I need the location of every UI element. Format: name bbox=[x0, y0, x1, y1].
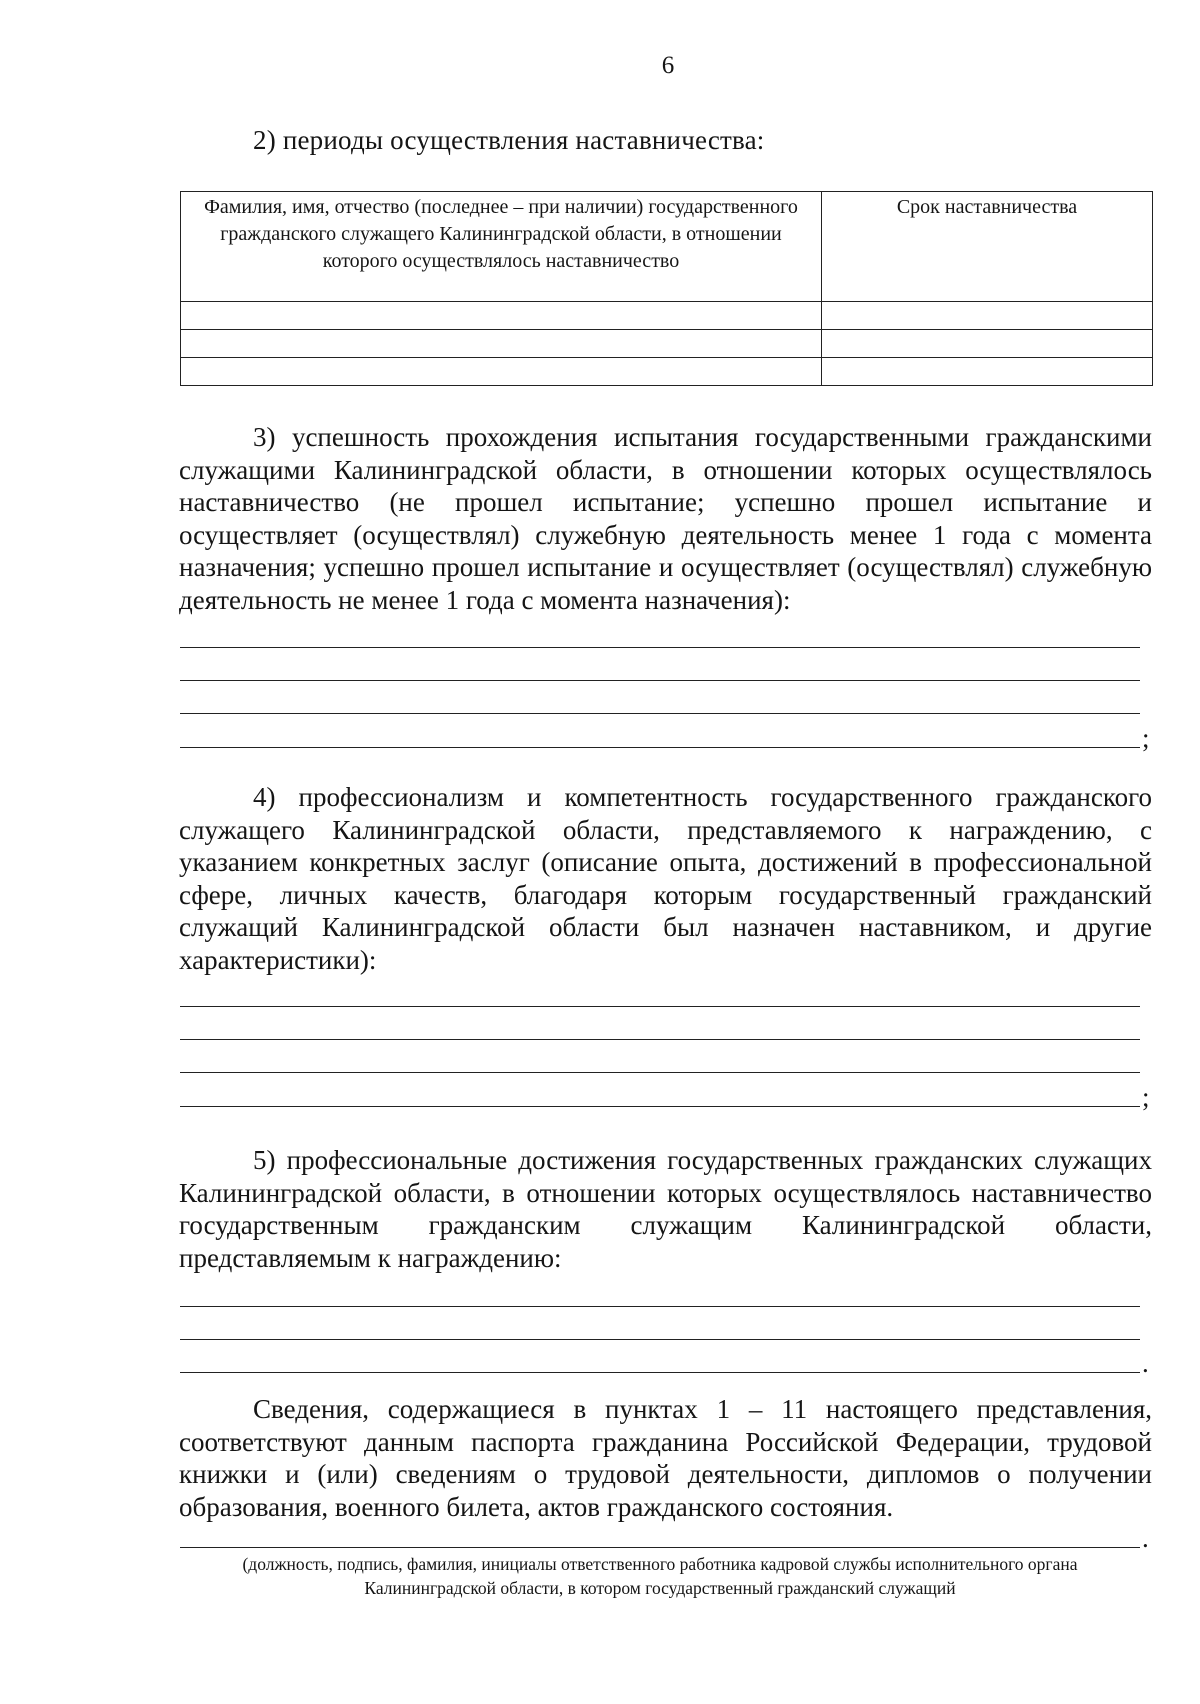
page-number: 6 bbox=[661, 52, 675, 79]
table-cell[interactable] bbox=[822, 302, 1153, 330]
end-punctuation: ; bbox=[1142, 723, 1150, 753]
table-row bbox=[181, 358, 1153, 386]
section-4-text: 4) профессионализм и компетентность государственного гражданского служащего Калининградской области, представляемого к награждению, с указанием конкретных заслуг (описание опыта, достижений в профессиональной сфере, личных качеств, благодаря которым государственный гражданский служащий Калининградской области был назначен наставником, и другие характеристики): bbox=[179, 782, 1152, 975]
table-cell[interactable] bbox=[181, 330, 822, 358]
table-cell[interactable] bbox=[181, 358, 822, 386]
answer-line[interactable] bbox=[180, 1306, 1140, 1307]
section-3-text: 3) успешность прохождения испытания государственными гражданскими служащими Калининградской области, в отношении которых осуществлялось наставничество (не прошел испытание; успешно прошел испытание и осуществляет (осуществлял) служебную деятельность менее 1 года с момента назначения; успешно прошел испытание и осуществляет (осуществлял) служебную деятельность не менее 1 года с момента назначения): bbox=[179, 422, 1152, 615]
answer-line[interactable] bbox=[180, 1106, 1140, 1107]
answer-line[interactable] bbox=[180, 1039, 1140, 1040]
signature-line[interactable] bbox=[180, 1547, 1140, 1548]
confirmation-text: Сведения, содержащиеся в пунктах 1 – 11 настоящего представления, соответствуют данным паспорта гражданина Российской Федерации, трудовой книжки и (или) сведениям о трудовой деятельности, дипломов о получении образования, военного билета, актов гражданского состояния. bbox=[179, 1394, 1152, 1522]
mentorship-periods-table bbox=[180, 191, 1153, 386]
answer-line[interactable] bbox=[180, 713, 1140, 714]
end-punctuation: ; bbox=[1142, 1082, 1150, 1112]
table-row bbox=[181, 302, 1153, 330]
table-cell[interactable] bbox=[822, 358, 1153, 386]
section-3-paragraph bbox=[179, 421, 1152, 617]
confirmation-paragraph bbox=[179, 1393, 1152, 1523]
table-header-row bbox=[181, 192, 1153, 302]
table-cell[interactable] bbox=[822, 330, 1153, 358]
end-punctuation: . bbox=[1142, 1523, 1149, 1553]
answer-line[interactable] bbox=[180, 1339, 1140, 1340]
answer-line[interactable] bbox=[180, 1372, 1140, 1373]
answer-line[interactable] bbox=[180, 1006, 1140, 1007]
answer-line[interactable] bbox=[180, 747, 1140, 748]
section-2-heading: 2) периоды осуществления наставничества: bbox=[253, 125, 765, 155]
end-punctuation: . bbox=[1142, 1348, 1149, 1378]
signature-caption: (должность, подпись, фамилия, инициалы ответственного работника кадровой службы исполнительного органа Калининградской области, в котором государственный гражданский служащий bbox=[242, 1554, 1078, 1598]
answer-line[interactable] bbox=[180, 647, 1140, 648]
column-header-term: Срок наставничества bbox=[822, 192, 1153, 302]
section-5-text: 5) профессиональные достижения государственных гражданских служащих Калининградской области, в отношении которых осуществлялось наставничество государственным гражданским служащим Калининградской области, представляемым к награждению: bbox=[179, 1145, 1152, 1273]
table-row bbox=[181, 330, 1153, 358]
answer-line[interactable] bbox=[180, 1072, 1140, 1073]
answer-line[interactable] bbox=[180, 680, 1140, 681]
section-4-paragraph bbox=[179, 781, 1152, 977]
table-cell[interactable] bbox=[181, 302, 822, 330]
column-header-name: Фамилия, имя, отчество (последнее – при наличии) государственного гражданского служащего Калининградской области, в отношении которого осуществлялось наставничество bbox=[181, 192, 822, 302]
section-5-paragraph bbox=[179, 1144, 1152, 1274]
